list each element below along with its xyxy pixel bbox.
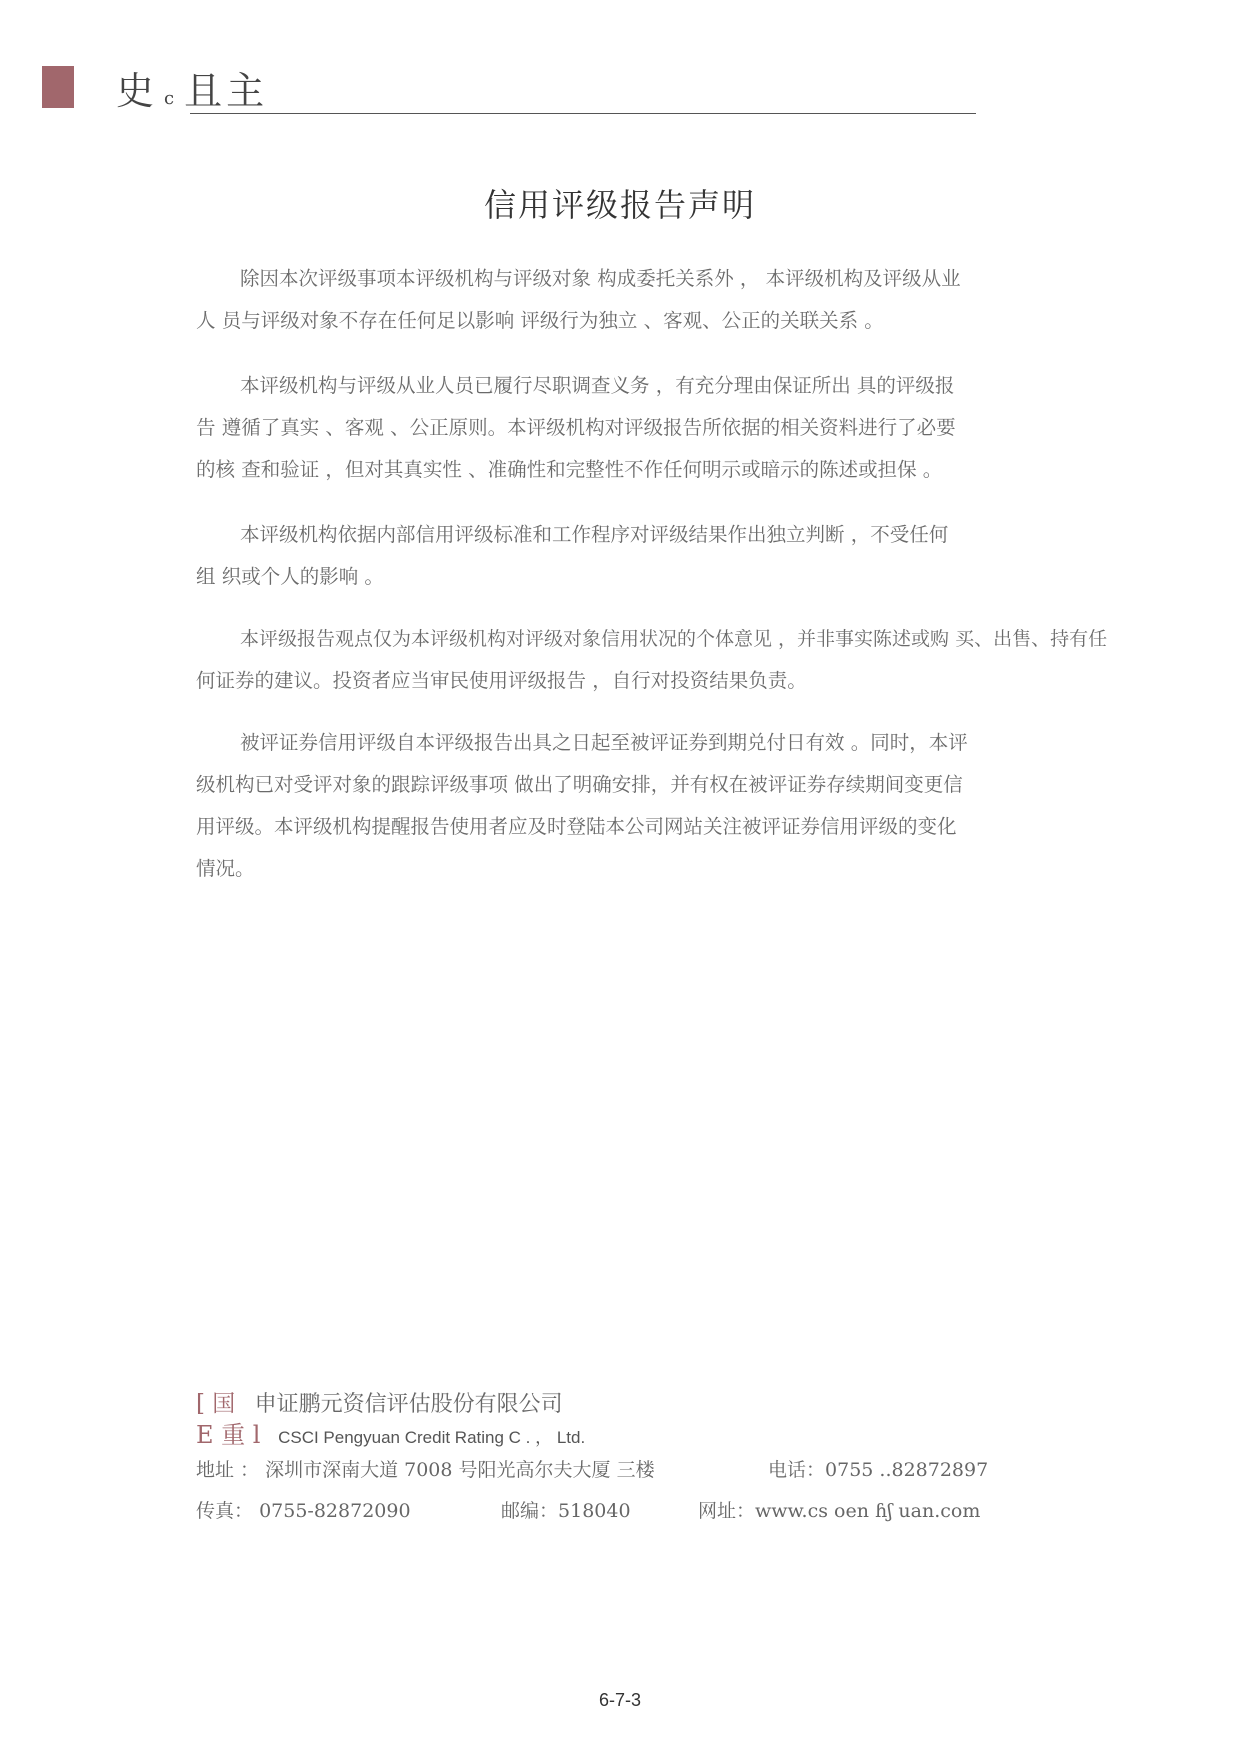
paragraph-line: 级机构已对受评对象的跟踪评级事项 做出了明确安排，并有权在被评证券存续期间变更信: [196, 773, 963, 796]
page-title: 信用评级报告声明: [483, 186, 756, 224]
paragraph-line: 用评级。本评级机构提醒报告使用者应及时登陆本公司网站关注被评证券信用评级的变化: [196, 815, 957, 838]
paragraph-line: 告 遵循了真实 、客观 、公正原则。本评级机构对评级报告所依据的相关资料进行了必要: [196, 416, 956, 439]
header-logo-tail: 且主: [184, 69, 269, 113]
paragraph-5: [196, 722, 1046, 890]
postcode: [501, 1496, 631, 1523]
telephone-value: 0755 ..82872897: [825, 1459, 989, 1481]
paragraph-line: 本评级机构与评级从业人员已履行尽职调查义务 ，有充分理由保证所出 具的评级报: [240, 374, 955, 397]
paragraph-line: 组 织或个人的影响 。: [196, 565, 384, 588]
website: [698, 1496, 980, 1523]
company-name-cn: 申证鹏元资信评估股份有限公司: [254, 1392, 563, 1417]
paragraph-3: [196, 514, 1046, 598]
fax-value: 0755-82872090: [259, 1500, 411, 1522]
paragraph-1: [196, 258, 1046, 342]
header-logo-square: [42, 66, 74, 108]
telephone: [768, 1455, 988, 1482]
footer-address-row: [196, 1455, 989, 1482]
fax-label: 传真：: [196, 1500, 254, 1522]
footer-contact-row: [196, 1496, 981, 1523]
paragraph-4: [196, 618, 1108, 702]
footer-logo-row-1: [196, 1385, 563, 1418]
footer-logo-mark-bottom: E 重 l: [196, 1421, 261, 1449]
paragraph-line: 人 员与评级对象不存在任何足以影响 评级行为独立 、客观、公正的关联关系 。: [196, 309, 884, 332]
address-value: 深圳市深南大道 7008 号阳光高尔夫大厦 三楼: [265, 1459, 655, 1481]
postcode-label: 邮编：: [501, 1500, 559, 1522]
telephone-label: 电话：: [768, 1459, 826, 1481]
page-number: 6-7-3: [598, 1690, 642, 1710]
paragraph-line: 本评级报告观点仅为本评级机构对评级对象信用状况的个体意见 ，并非事实陈述或购 买、出售、持有任: [240, 628, 1108, 650]
paragraph-2: [196, 365, 1046, 491]
company-name-en: CSCI Pengyuan Credit Rating C . ， Ltd.: [278, 1428, 586, 1447]
postcode-value: 518040: [558, 1500, 631, 1522]
paragraph-line: 被评证券信用评级自本评级报告出具之日起至被评证券到期兑付日有效 。同时，本评: [240, 731, 968, 754]
website-value: www.cs oen ɦʃ uan.com: [755, 1500, 981, 1522]
paragraph-line: 何证券的建议。投资者应当审民使用评级报告 ，自行对投资结果负责。: [196, 669, 807, 692]
paragraph-line: 的核 查和验证 ，但对其真实性 、准确性和完整性不作任何明示或暗示的陈述或担保 。: [196, 458, 943, 481]
paragraph-line: 本评级机构依据内部信用评级标准和工作程序对评级结果作出独立判断 ，不受任何: [240, 523, 949, 546]
header-logo-small: c: [164, 88, 179, 109]
footer-logo-row-2: [196, 1415, 585, 1450]
header-logo-main: 史: [116, 69, 159, 113]
website-label: 网址：: [698, 1500, 756, 1522]
address-label: 地址 ：: [196, 1459, 260, 1481]
header-rule: [190, 113, 976, 114]
paragraph-line: 除因本次评级事项本评级机构与评级对象 构成委托关系外 ， 本评级机构及评级从业: [240, 267, 961, 290]
footer-logo-mark-top: [ 国: [196, 1391, 236, 1417]
paragraph-line: 情况。: [196, 857, 255, 880]
